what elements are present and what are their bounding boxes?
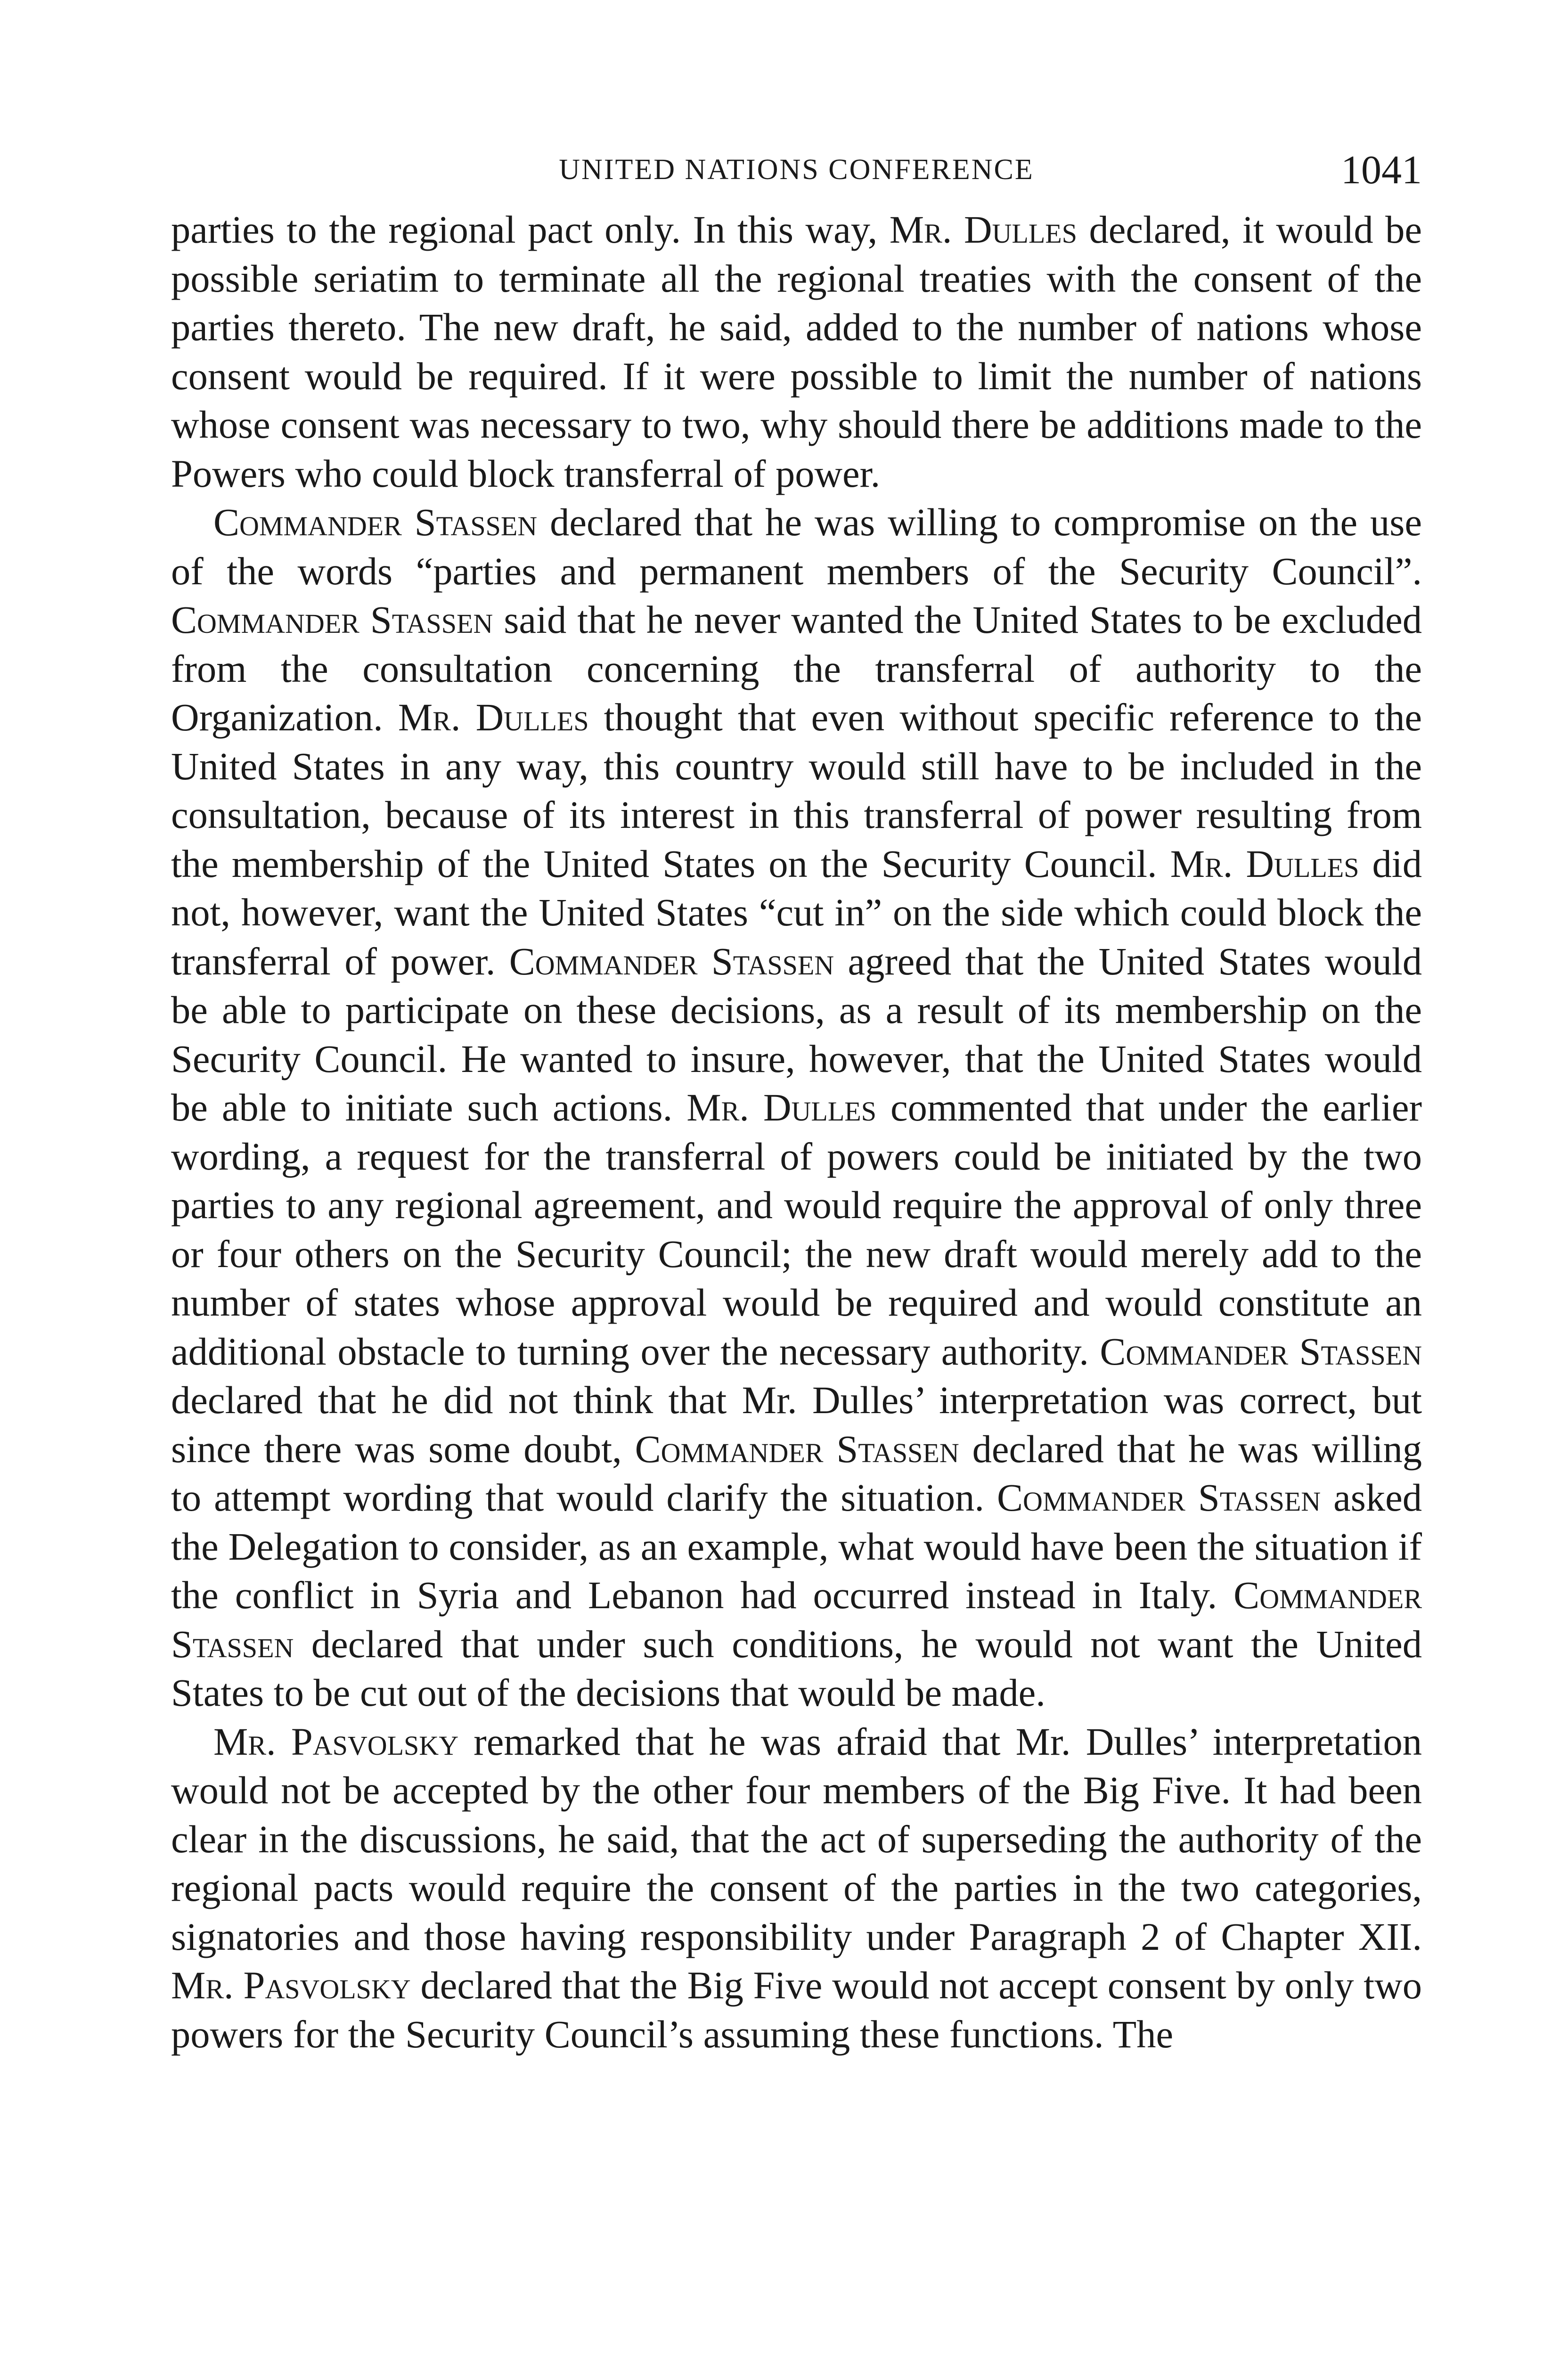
speaker-name: Commander Stassen <box>213 500 538 544</box>
speaker-name: Mr. Dulles <box>686 1086 876 1129</box>
text-run: said that he never wanted the United States to be excluded from the consultation concerning the transferral of authority to the Organization. <box>171 598 1422 739</box>
document-page <box>171 141 1422 2059</box>
speaker-name: Commander Stassen <box>171 598 493 641</box>
speaker-name: Commander Stassen <box>997 1476 1321 1519</box>
text-run: declared that under such conditions, he would not want the United States to be cut out of the decisions that would be made. <box>171 1622 1422 1714</box>
text-run: declared that he was willing to attempt wording that would clarify the situation. <box>171 1427 1422 1519</box>
text-run: agreed that the United States would be able to participate on these decisions, as a result of its membership on the Security Council. He wanted to insure, however, that the United States would be able to initiate such actions. <box>171 939 1422 1129</box>
speaker-name: Commander Stassen <box>1100 1329 1422 1373</box>
speaker-name: Mr. Pasvolsky <box>213 1719 459 1763</box>
speaker-name: Mr. Dulles <box>889 208 1077 251</box>
running-title: UNITED NATIONS CONFERENCE <box>559 154 1034 186</box>
text-run: asked the Delegation to consider, as an example, what would have been the situation if the conflict in Syria and Lebanon had occurred instead in Italy. <box>171 1476 1422 1617</box>
text-run: remarked that he was afraid that Mr. Dulles’ interpretation would not be accepted by the other four members of the Big Five. It had been clear in the discussions, he said, that the act of superseding the authority of the regional pacts would require the consent of the parties in the two categories, signatories and those having responsibility under Paragraph 2 of Chapter XII. <box>171 1719 1422 1958</box>
text-run: parties to the regional pact only. In this way, <box>171 208 890 251</box>
text-run: declared that he did not think that Mr. Dulles’ interpretation was correct, but since there was some doubt, <box>171 1378 1422 1471</box>
speaker-name: Commander Stassen <box>509 939 834 983</box>
body-text <box>171 205 1422 2059</box>
paragraph-1 <box>171 205 1422 498</box>
text-run: thought that even without specific reference to the United States in any way, this country would still have to be included in the consultation, because of its interest in this transferral of power resulting from the membership of the United States on the Security Council. <box>171 695 1422 885</box>
page-number: 1041 <box>1341 147 1422 192</box>
text-run: declared that he was willing to compromise on the use of the words “parties and permanent members of the Security Council”. <box>171 500 1422 593</box>
text-run: did not, however, want the United States “cut in” on the side which could block the transferral of power. <box>171 842 1422 983</box>
paragraph-3 <box>171 1718 1422 2059</box>
paragraph-2 <box>171 498 1422 1718</box>
running-head <box>171 141 1422 198</box>
speaker-name: Mr. Dulles <box>1170 842 1359 885</box>
speaker-name: Commander Stassen <box>635 1427 959 1471</box>
text-run: declared that the Big Five would not accept consent by only two powers for the Security Council’s assuming these functions. The <box>171 1963 1422 2056</box>
speaker-name: Commander Stassen <box>171 1573 1422 1666</box>
speaker-name: Mr. Dulles <box>398 695 589 739</box>
text-run: commented that under the earlier wording, a request for the transferral of powers could be initiated by the two parties to any regional agreement, and would require the approval of only three or four others on the Security Council; the new draft would merely add to the number of states whose approval would be required and would constitute an additional obstacle to turning over the necessary authority. <box>171 1086 1422 1373</box>
text-run: declared, it would be possible seriatim to terminate all the regional treaties with the consent of the parties thereto. The new draft, he said, added to the number of nations whose consent would be required. If it were possible to limit the number of nations whose consent was necessary to two, why should there be additions made to the Powers who could block transferral of power. <box>171 208 1422 495</box>
speaker-name: Mr. Pasvolsky <box>171 1963 411 2007</box>
